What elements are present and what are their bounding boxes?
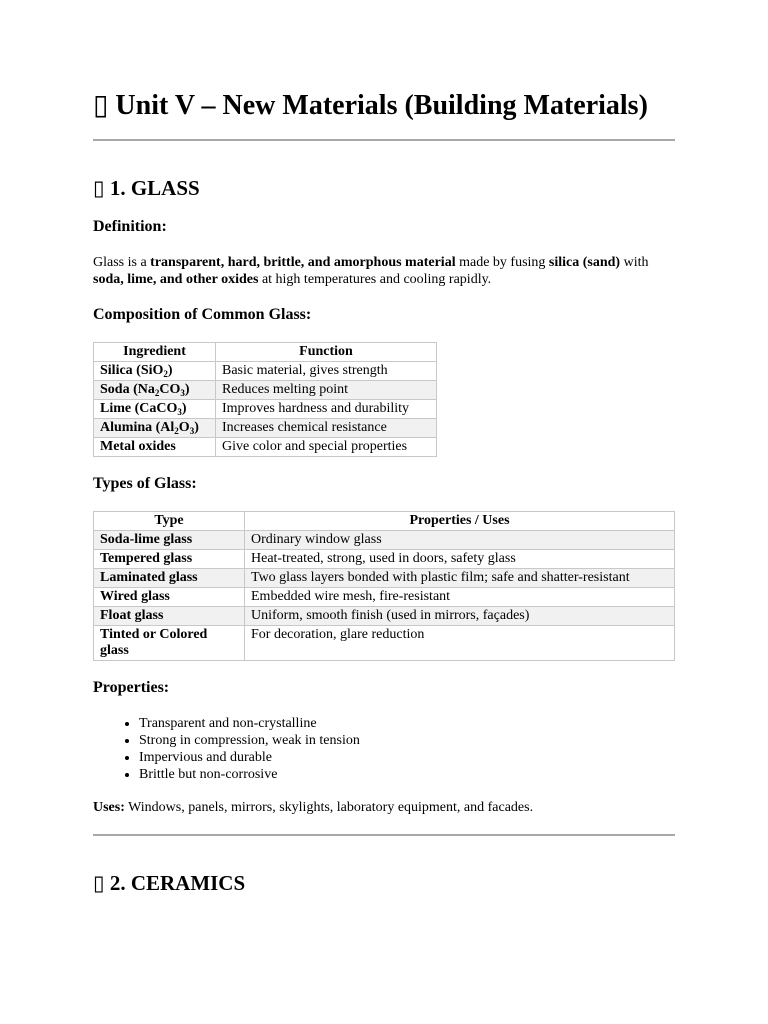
ingredient-cell: Metal oxides — [94, 438, 216, 457]
divider — [93, 139, 675, 141]
table-row — [94, 400, 437, 419]
definition-emphasis: silica (sand) — [548, 255, 621, 270]
section-heading-text: 2. CERAMICS — [109, 871, 246, 895]
table-row — [94, 550, 675, 569]
list-item: • Impervious and durable — [139, 749, 675, 766]
type-cell: Float glass — [94, 607, 245, 626]
table-row — [94, 626, 675, 661]
subscript: 3 — [180, 388, 185, 398]
definition-text — [93, 254, 675, 288]
function-cell: Reduces melting point — [216, 381, 437, 400]
column-header: Type — [94, 512, 245, 531]
ingredient-text: ) — [184, 382, 190, 397]
table-row — [94, 419, 437, 438]
uses-cell: Uniform, smooth finish (used in mirrors, façades) — [245, 607, 675, 626]
function-cell: Give color and special properties — [216, 438, 437, 457]
definition-part: Glass is a — [93, 255, 151, 270]
uses-label: Uses: — [93, 800, 125, 815]
definition-emphasis: soda, lime, and other oxides — [93, 272, 259, 287]
ingredient-text: ) — [167, 363, 173, 378]
table-row — [94, 588, 675, 607]
uses-paragraph — [93, 799, 675, 816]
type-cell: Soda-lime glass — [94, 531, 245, 550]
table-row — [94, 607, 675, 626]
table-row — [94, 381, 437, 400]
composition-heading: Composition of Common Glass: — [93, 306, 312, 323]
types-table — [93, 511, 675, 661]
function-cell: Increases chemical resistance — [216, 419, 437, 438]
table-row — [94, 569, 675, 588]
uses-cell: Two glass layers bonded with plastic film; safe and shatter-resistant — [245, 569, 675, 588]
subscript: 2 — [174, 426, 179, 436]
list-item: • Strong in compression, weak in tension — [139, 732, 675, 749]
table-header-row — [94, 343, 437, 362]
uses-cell: Embedded wire mesh, fire-resistant — [245, 588, 675, 607]
table-row — [94, 362, 437, 381]
composition-table — [93, 342, 437, 457]
definition-part: with — [620, 255, 649, 270]
uses-cell: Heat-treated, strong, used in doors, safety glass — [245, 550, 675, 569]
ingredient-text: ) — [181, 401, 187, 416]
subscript: 3 — [189, 426, 195, 436]
ingredient-text: ) — [194, 420, 199, 435]
ingredient-cell — [94, 400, 216, 419]
list-item: • Brittle but non-corrosive — [139, 766, 675, 783]
ingredient-text: Lime (CaCO — [100, 401, 178, 416]
section-heading-text: 1. GLASS — [109, 176, 200, 200]
page-title — [93, 0, 675, 123]
list-item: • Transparent and non-crystalline — [139, 715, 675, 732]
ingredient-text: O — [178, 420, 190, 435]
section-heading-glass — [93, 175, 675, 201]
type-cell: Tempered glass — [94, 550, 245, 569]
definition-heading: Definition: — [93, 218, 167, 235]
ingredient-text: Soda (Na — [100, 382, 155, 397]
ingredient-cell — [94, 362, 216, 381]
table-header-row — [94, 512, 675, 531]
uses-cell: For decoration, glare reduction — [245, 626, 675, 661]
properties-heading: Properties: — [93, 679, 170, 696]
function-cell: Improves hardness and durability — [216, 400, 437, 419]
subscript: 2 — [154, 388, 160, 398]
section-icon: ▯ — [93, 88, 109, 121]
column-header: Properties / Uses — [245, 512, 675, 531]
ingredient-text: Silica (SiO — [100, 363, 164, 378]
properties-list — [93, 715, 675, 783]
page-title-text: Unit V – New Materials (Building Materials) — [115, 90, 648, 121]
table-row — [94, 438, 437, 457]
ingredient-cell — [94, 419, 216, 438]
divider — [93, 834, 675, 836]
definition-part: at high temperatures and cooling rapidly. — [258, 272, 492, 287]
uses-cell: Ordinary window glass — [245, 531, 675, 550]
table-row — [94, 531, 675, 550]
ingredient-cell — [94, 381, 216, 400]
definition-emphasis: transparent, hard, brittle, and amorphous material — [150, 255, 456, 270]
ingredient-text: CO — [159, 382, 181, 397]
subscript: 3 — [177, 407, 182, 417]
function-cell: Basic material, gives strength — [216, 362, 437, 381]
section-icon: ▯ — [93, 176, 105, 200]
type-cell: Wired glass — [94, 588, 245, 607]
types-heading: Types of Glass: — [93, 475, 197, 492]
definition-part: made by fusing — [455, 255, 549, 270]
uses-text: Windows, panels, mirrors, skylights, laboratory equipment, and facades. — [124, 800, 534, 815]
column-header: Ingredient — [94, 343, 216, 362]
section-heading-ceramics — [93, 870, 675, 896]
type-cell: Tinted or Colored glass — [94, 626, 245, 661]
subscript: 2 — [163, 369, 168, 379]
type-cell: Laminated glass — [94, 569, 245, 588]
ingredient-text: Alumina (Al — [100, 420, 175, 435]
column-header: Function — [216, 343, 437, 362]
section-icon: ▯ — [93, 871, 105, 895]
